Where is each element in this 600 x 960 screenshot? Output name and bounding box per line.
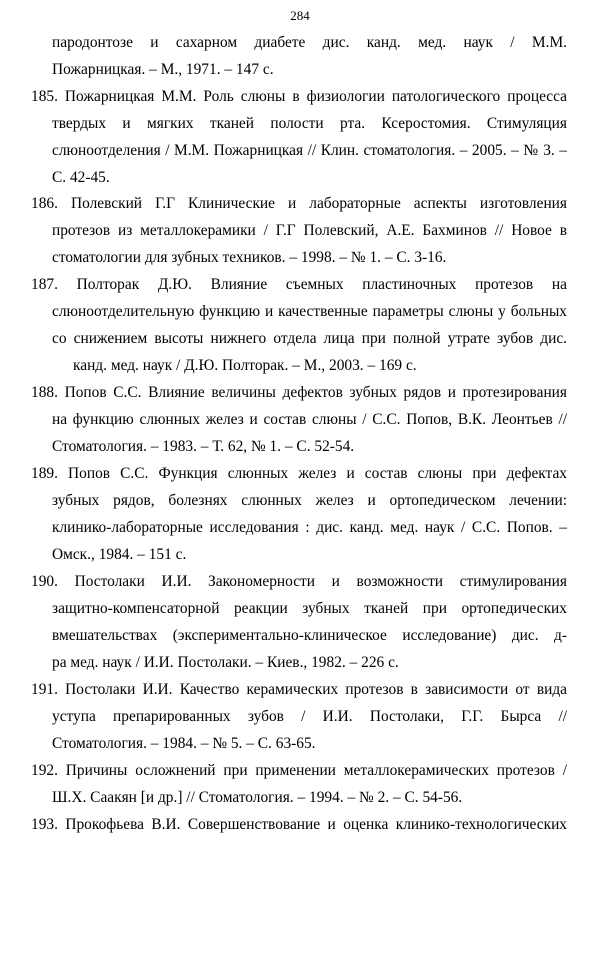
- text-line: слюноотделения / М.М. Пожарницкая // Клин. стоматология. – 2005. – № 3. –: [52, 142, 567, 159]
- text-line: клинико-лабораторные исследования : дис. канд. мед. наук / С.С. Попов. –: [52, 519, 567, 536]
- text-line: пародонтозе и сахарном диабете дис. канд. мед. наук / М.М.: [52, 34, 567, 51]
- text-line: канд. мед. наук / Д.Ю. Полторак. – М., 2003. – 169 с.: [73, 357, 417, 374]
- text-line: слюноотделительную функцию и качественные параметры слюны у больных: [52, 303, 567, 320]
- reference-191-line: 191. Постолаки И.И. Качество керамических протезов в зависимости от вида: [31, 681, 567, 698]
- text-line: ра мед. наук / И.И. Постолаки. – Киев., 1982. – 226 с.: [52, 654, 399, 671]
- text-line: со снижением высоты нижнего отдела лица при полной утрате зубов дис.: [52, 330, 567, 347]
- text-line: Пожарницкая. – М., 1971. – 147 с.: [52, 61, 274, 78]
- text-line: уступа препарированных зубов / И.И. Постолаки, Г.Г. Бырса //: [52, 708, 567, 725]
- text-line: стоматологии для зубных техников. – 1998. – № 1. – С. 3-16.: [52, 249, 447, 266]
- reference-190-line: 190. Постолаки И.И. Закономерности и возможности стимулирования: [31, 573, 567, 590]
- reference-189-line: 189. Попов С.С. Функция слюнных желез и состав слюны при дефектах: [31, 465, 567, 482]
- reference-187-line: 187. Полторак Д.Ю. Влияние съемных пластиночных протезов на: [31, 276, 567, 293]
- text-line: Стоматология. – 1984. – № 5. – С. 63-65.: [52, 735, 316, 752]
- text-line: протезов из металлокерамики / Г.Г Полевский, А.Е. Бахминов // Новое в: [52, 222, 567, 239]
- reference-193-line: 193. Прокофьева В.И. Совершенствование и оценка клинико-технологических: [31, 816, 567, 833]
- text-line: Стоматология. – 1983. – Т. 62, № 1. – С. 52-54.: [52, 438, 355, 455]
- text-line: Омск., 1984. – 151 с.: [52, 546, 187, 563]
- text-line: Ш.Х. Саакян [и др.] // Стоматология. – 1994. – № 2. – С. 54-56.: [52, 789, 463, 806]
- text-line: вмешательствах (экспериментально-клиническое исследование) дис. д-: [52, 627, 567, 644]
- text-line: защитно-компенсаторной реакции зубных тканей при ортопедических: [52, 600, 567, 617]
- reference-188-line: 188. Попов С.С. Влияние величины дефектов зубных рядов и протезирования: [31, 384, 567, 401]
- text-line: твердых и мягких тканей полости рта. Ксеростомия. Стимуляция: [52, 115, 567, 132]
- reference-192-line: 192. Причины осложнений при применении металлокерамических протезов /: [31, 762, 567, 779]
- text-line: зубных рядов, болезнях слюнных желез и ортопедическом лечении:: [52, 492, 567, 509]
- reference-186-line: 186. Полевский Г.Г Клинические и лабораторные аспекты изготовления: [31, 195, 567, 212]
- text-line: на функцию слюнных желез и состав слюны / С.С. Попов, В.К. Леонтьев //: [52, 411, 567, 428]
- reference-185-line: 185. Пожарницкая М.М. Роль слюны в физиологии патологического процесса: [31, 88, 567, 105]
- text-line: С. 42-45.: [52, 169, 110, 186]
- page-number: 284: [290, 8, 310, 23]
